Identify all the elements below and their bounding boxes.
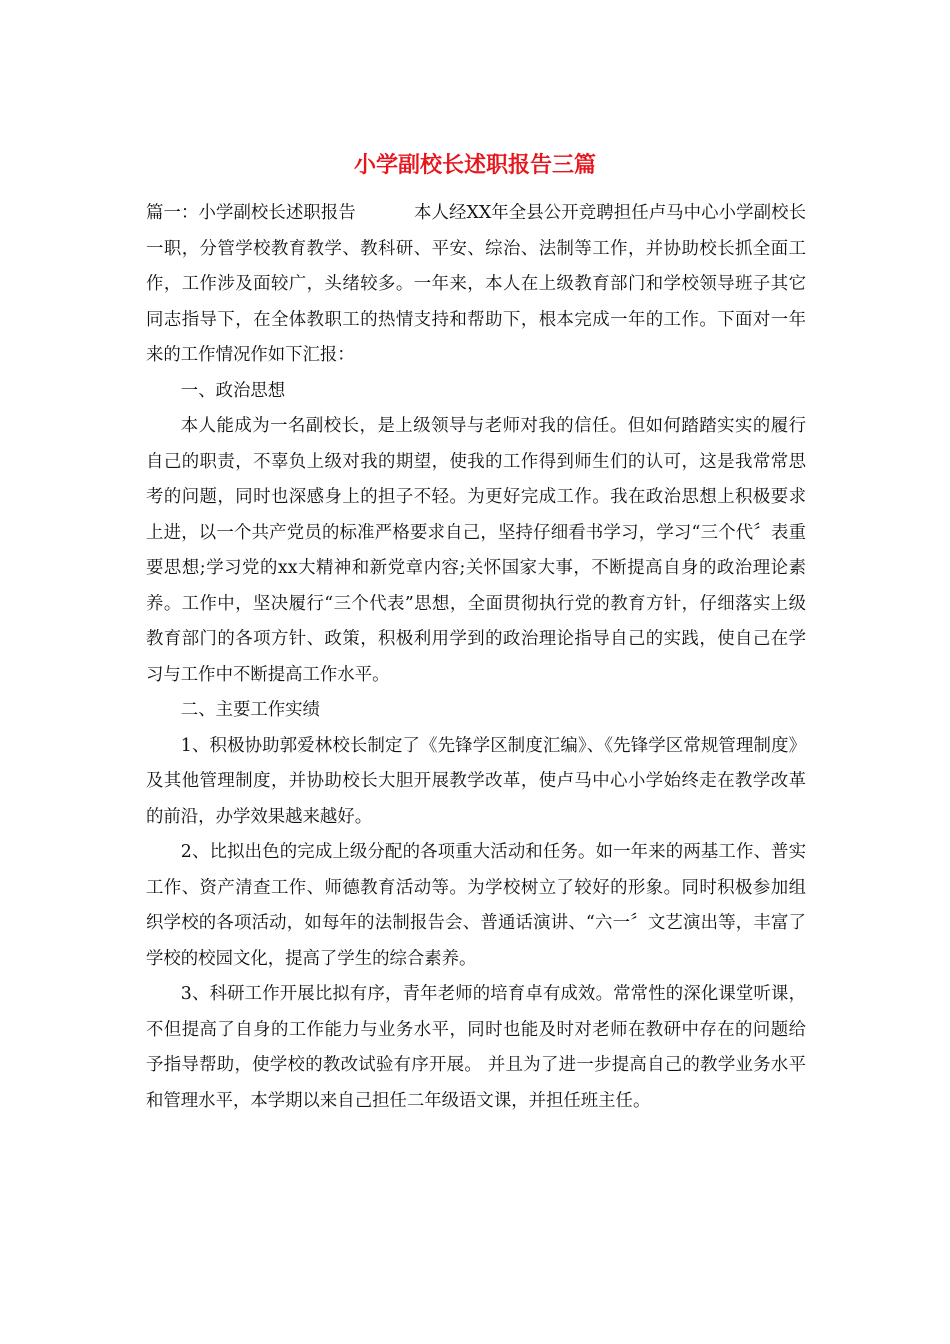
document-body (146, 196, 806, 1119)
intro-text: 本人经XX年全县公开竞聘担任卢马中心小学副校长一职，分管学校教育教学、教科研、平安、综治、法制等工作，并协助校长抓全面工作，工作涉及面较广，头绪较多。一年来，本人在上级教育部门和学校领导班子其它同志指导下，在全体教职工的热情支持和帮助下，根本完成一年的工作。下面对一年来的工作情况作如下汇报： (146, 203, 806, 365)
work-item-2: 2、比拟出色的完成上级分配的各项重大活动和任务。如一年来的两基工作、普实工作、资产清查工作、师德教育活动等。为学校树立了较好的形象。同时积极参加组织学校的各项活动，如每年的法制报告会、普通话演讲、“六一〞文艺演出等，丰富了学校的校园文化，提高了学生的综合素养。 (146, 842, 806, 969)
intro-paragraph (146, 196, 806, 374)
section1-heading: 一、政治思想 (180, 380, 286, 401)
section1-paragraph: 本人能成为一名副校长，是上级领导与老师对我的信任。但如何踏踏实实的履行自己的职责，不辜负上级对我的期望，使我的工作得到师生们的认可，这是我常常思考的问题，同时也深感身上的担子不轻。为更好完成工作。我在政治思想上积极要求上进，以一个共产党员的标准严格要求自己，坚持仔细看书学习，学习“三个代〞表重要思想;学习党的xx大精神和新党章内容;关怀国家大事，不断提高自身的政治理论素养。工作中，坚决履行“三个代表”思想，全面贯彻执行党的教育方针，仔细落实上级教育部门的各项方针、政策，积极利用学到的政治理论指导自己的实践，使自己在学习与工作中不断提高工作水平。 (146, 416, 806, 685)
work-item-1: 1、积极协助郭爱林校长制定了《先锋学区制度汇编》、《先锋学区常规管理制度》及其他管理制度，并协助校长大胆开展教学改革，使卢马中心小学始终走在教学改革的前沿，办学效果越来越好。 (146, 735, 806, 827)
intro-label: 篇一：小学副校长述职报告 (146, 203, 356, 223)
work-item-3: 3、科研工作开展比拟有序，青年老师的培育卓有成效。常常性的深化课堂听课，不但提高了自身的工作能力与业务水平，同时也能及时对老师在教研中存在的问题给予指导帮助，使学校的教改试验有序开展。 并且为了进一步提高自己的教学业务水平和管理水平，本学期以来自己担任二年级语文课，并担任班主任。 (146, 984, 806, 1111)
document-title: 小学副校长述职报告三篇 (353, 152, 596, 178)
section2-heading: 二、主要工作实绩 (180, 700, 320, 720)
